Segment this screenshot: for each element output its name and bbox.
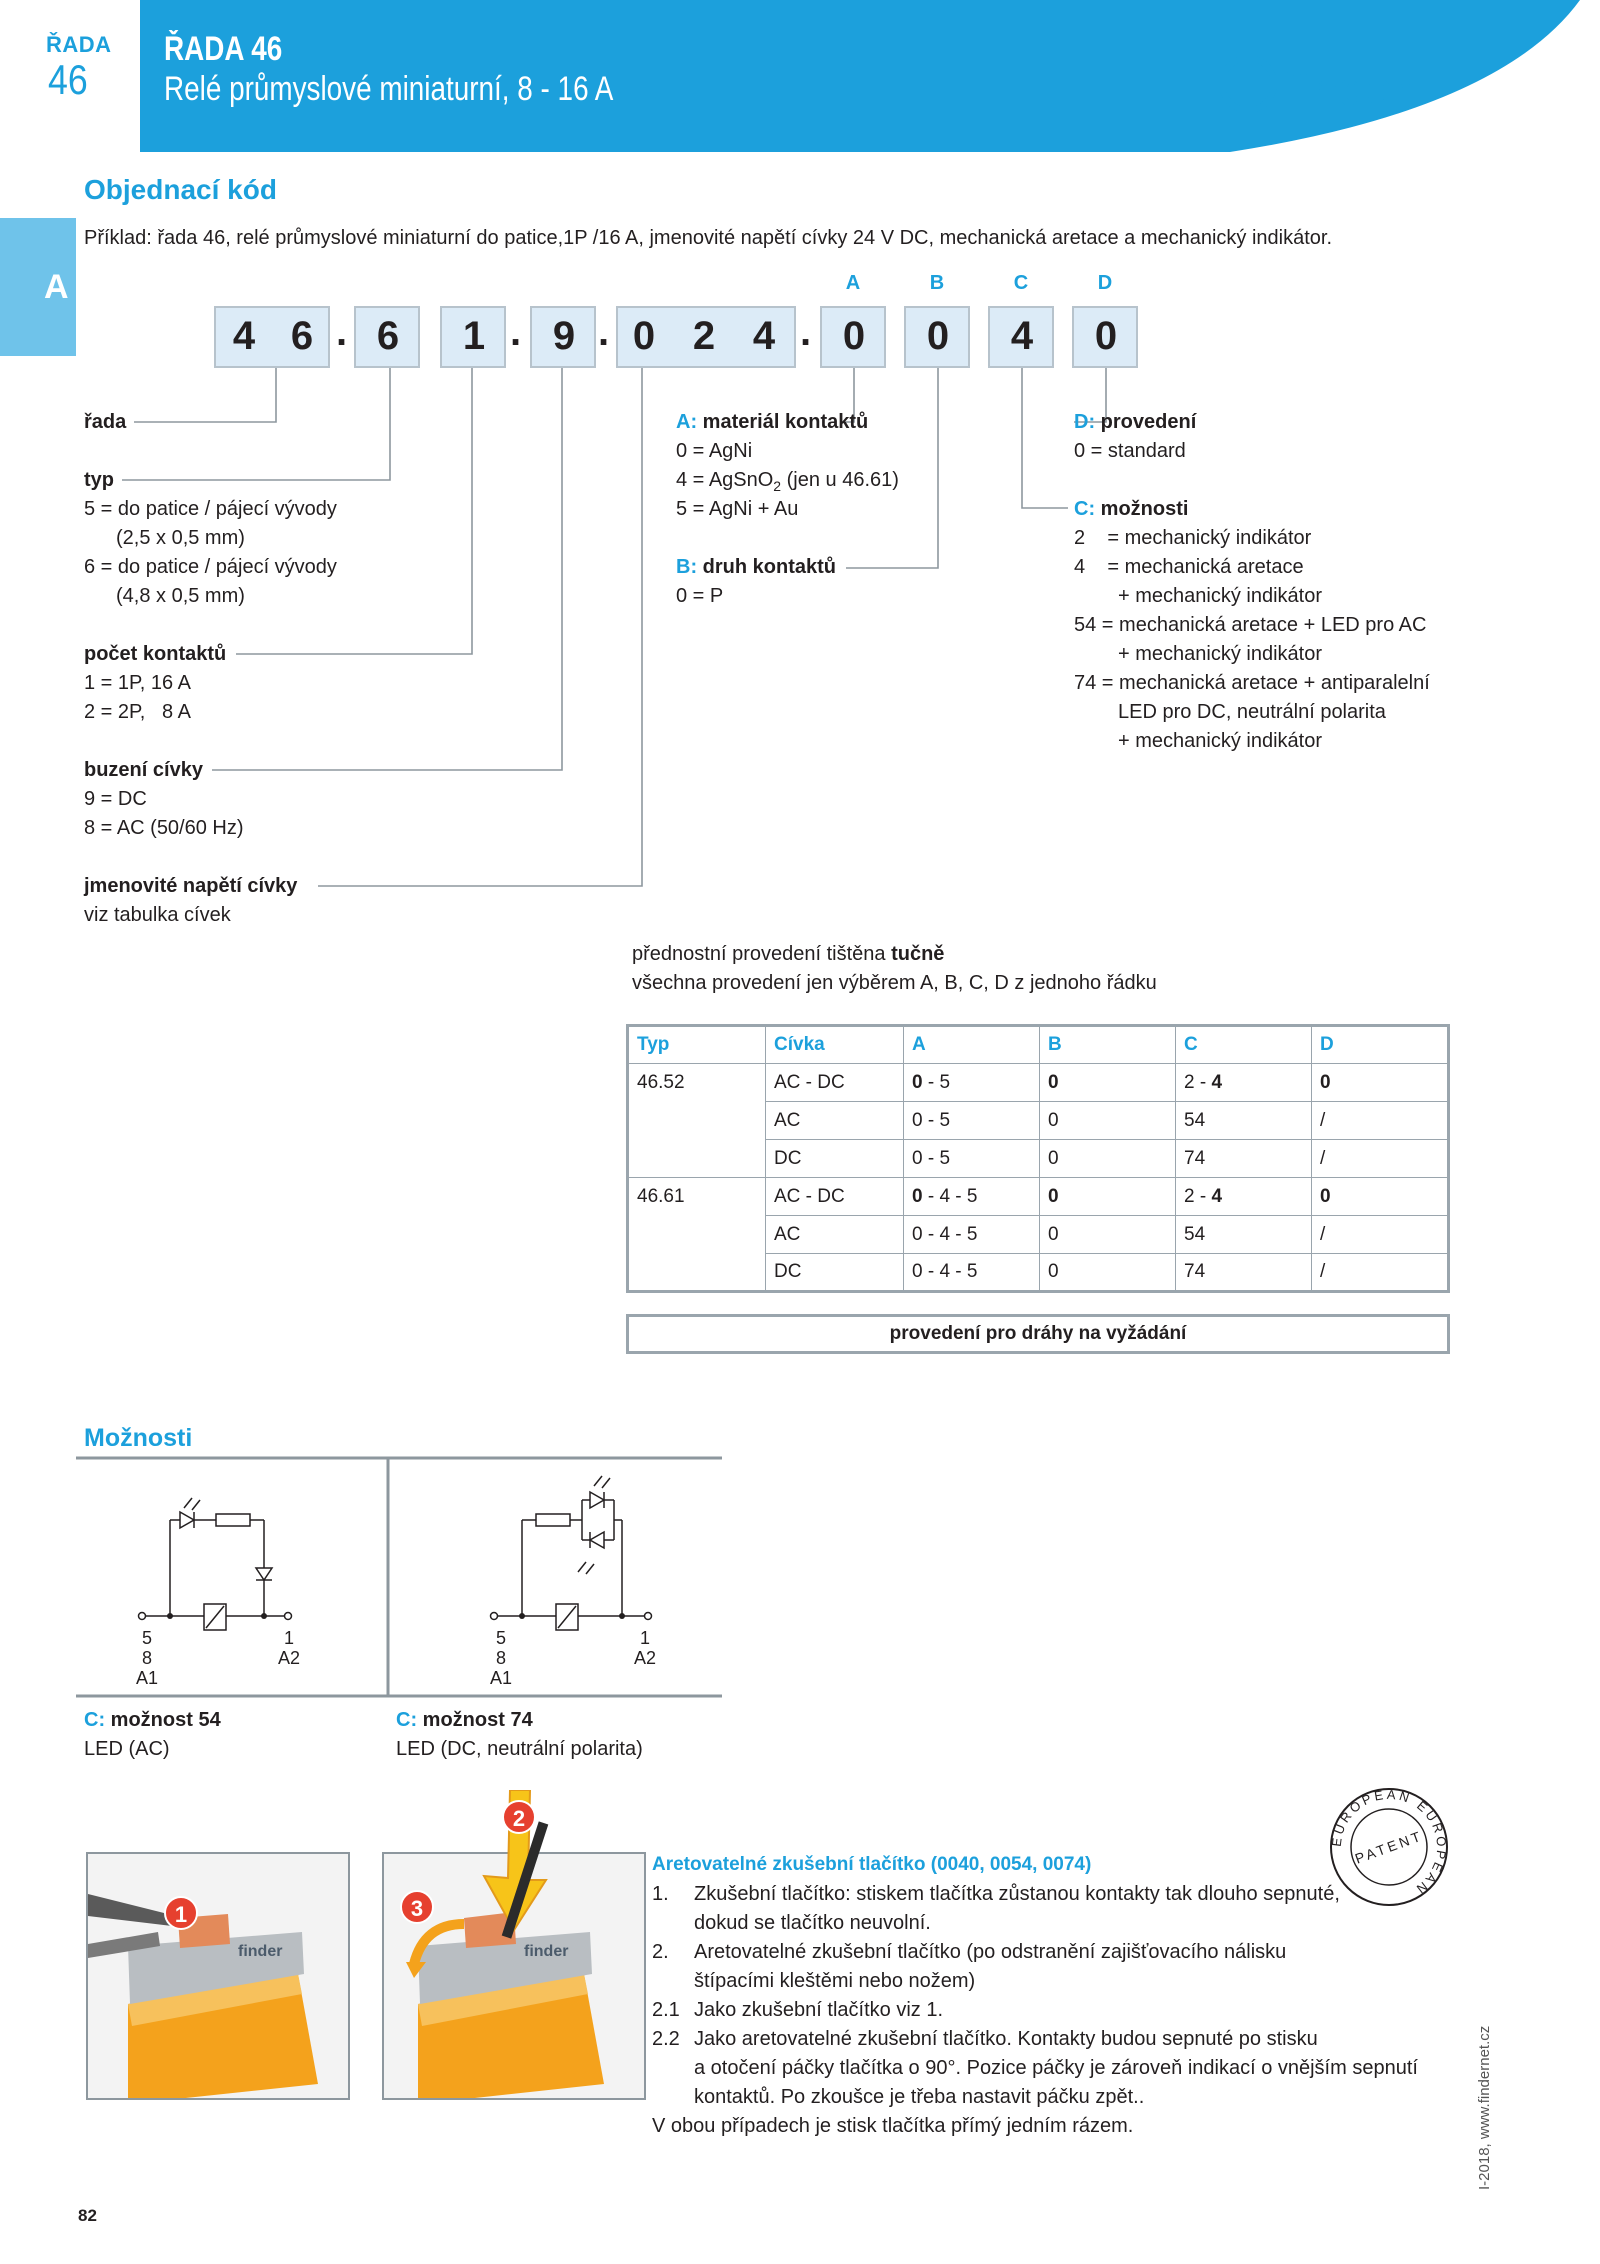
field-contacts: počet kontaktů [84,643,227,665]
svg-text:finder: finder [524,1943,569,1960]
option-74-desc: LED (DC, neutrální polarita) [396,1738,643,1760]
table-cell: / [1312,1140,1449,1178]
code-digit: 0 [632,314,656,358]
a-option: 4 = AgSnO$_2$ (jen u 46.61) [676,469,899,494]
table-cell: 0 [1040,1064,1176,1102]
preferred-note: přednostní provedení tištěna tučně [632,943,945,965]
code-digit: 0 [842,314,866,358]
c-option-cont: + mechanický indikátor [1118,730,1322,752]
voltage-note: viz tabulka cívek [84,904,231,926]
field-series: řada [84,411,127,433]
table-cell: 0 - 4 - 5 [904,1178,1040,1216]
svg-text:PATENT: PATENT [1352,1827,1426,1867]
table-cell: AC [766,1102,904,1140]
table-cell: AC - DC [766,1178,904,1216]
section-side-tab-letter: A [44,268,69,306]
table-cell: AC - DC [766,1064,904,1102]
c-option: 74 = mechanická aretace + antiparalelní [1074,672,1430,694]
pin-label-left-74: 5 8 A1 [490,1628,513,1688]
code-connector-lines [0,0,1600,920]
table-cell: 0 - 5 [904,1140,1040,1178]
code-digit: 4 [752,314,776,358]
table-cell: 0 [1040,1102,1176,1140]
coil-option: 8 = AC (50/60 Hz) [84,817,244,839]
instr-text: štípacími kleštěmi nebo nožem) [694,1970,976,1992]
field-b: B: druh kontaktů [676,556,837,578]
table-cell: DC [766,1140,904,1178]
table-cell: 54 [1176,1216,1312,1254]
code-digit: 6 [376,314,400,358]
code-digit: 6 [290,314,314,358]
pin-label-right: 1 A2 [278,1628,301,1668]
options-heading: Možnosti [84,1424,193,1452]
table-row [628,1178,1449,1216]
c-option-cont: + mechanický indikátor [1118,585,1322,607]
table-header: A [904,1026,1040,1064]
code-dot: . [336,310,348,354]
table-cell: 2 - 4 [1176,1178,1312,1216]
code-letter-c: C [1013,272,1029,294]
finder-logo-text: finder [1282,63,1410,116]
instr-closing: V obou případech je stisk tlačítka přímý jedním rázem. [652,2115,1134,2137]
c-option: 4 = mechanická aretace [1074,556,1304,578]
table-row [628,1064,1449,1102]
table-header: Cívka [766,1026,904,1064]
type-option: 5 = do patice / pájecí vývody [84,498,337,520]
field-voltage: jmenovité napětí cívky [84,875,298,897]
table-cell: 0 - 5 [904,1102,1040,1140]
variants-table [626,1024,1450,1293]
b-option: 0 = P [676,585,724,607]
field-c: C: možnosti [1074,498,1189,520]
code-letter-d: D [1097,272,1113,294]
a-option: 0 = AgNi [676,440,753,462]
table-cell: 0 - 4 - 5 [904,1216,1040,1254]
svg-text:EUROPEAN EUROPEAN: EUROPEAN EUROPEAN [1328,1786,1450,1899]
relay-photo-1-illustration [88,1854,350,2100]
selection-note: všechna provedení jen výběrem A, B, C, D z jednoho řádku [632,972,1157,994]
railway-note-box: provedení pro dráhy na vyžádání [626,1314,1450,1354]
code-digit: 2 [692,314,716,358]
table-header: C [1176,1026,1312,1064]
option-54-title: C: možnost 54 [84,1709,221,1731]
instr-text: dokud se tlačítko neuvolní. [694,1912,931,1934]
relay-photo-1 [86,1852,350,2100]
ordering-heading: Objednací kód [84,174,277,205]
type-option-dim: (2,5 x 0,5 mm) [116,527,245,549]
table-cell: 74 [1176,1254,1312,1292]
page-subtitle: Relé průmyslové miniaturní, 8 - 16 A [164,70,614,108]
table-cell: 0 [1312,1064,1449,1102]
code-letter-b: B [929,272,945,294]
table-header-row [628,1026,1449,1064]
c-option: 2 = mechanický indikátor [1074,527,1312,549]
code-digit: 4 [1010,314,1034,358]
option-74-title: C: možnost 74 [396,1709,533,1731]
table-cell-type: 46.61 [628,1178,766,1292]
code-digit: 9 [552,314,576,358]
c-option-cont: LED pro DC, neutrální polarita [1118,701,1386,723]
instr-text: Jako aretovatelné zkušební tlačítko. Kontakty budou sepnuté po stisku [694,2028,1318,2050]
table-cell: AC [766,1216,904,1254]
page-number: 82 [78,2206,97,2225]
instr-num: 2.2 [652,2028,680,2050]
series-tab-label: ŘADA [46,32,112,57]
pin-label-left: 5 8 A1 [136,1628,159,1688]
field-d: D: provedení [1074,411,1197,433]
table-cell-type: 46.52 [628,1064,766,1178]
field-coil: buzení cívky [84,759,203,781]
step-badge-2: 2 [502,1800,536,1834]
instr-text: Jako zkušební tlačítko viz 1. [694,1999,944,2021]
instr-text: Zkušební tlačítko: stiskem tlačítka zůstanou kontakty tak dlouho sepnuté, [694,1883,1340,1905]
type-option-dim: (4,8 x 0,5 mm) [116,585,245,607]
a-option: 5 = AgNi + Au [676,498,799,520]
table-cell: 0 - 4 - 5 [904,1254,1040,1292]
test-button-heading: Aretovatelné zkušební tlačítko (0040, 0054, 0074) [652,1854,1092,1875]
table-header: Typ [628,1026,766,1064]
field-a: A: materiál kontaktů [676,411,869,433]
d-option: 0 = standard [1074,440,1186,462]
contacts-option: 1 = 1P, 16 A [84,672,191,694]
code-digit: 0 [1094,314,1118,358]
instr-num: 2. [652,1941,669,1963]
instr-text: kontaktů. Po zkoušce je třeba nastavit páčku zpět.. [694,2086,1145,2108]
c-option: 54 = mechanická aretace + LED pro AC [1074,614,1427,636]
table-cell: 2 - 4 [1176,1064,1312,1102]
table-header: B [1040,1026,1176,1064]
ordering-example: Příklad: řada 46, relé průmyslové miniaturní do patice,1P /16 A, jmenovité napětí cívky 24 V DC, mechanická aretace a mechanický indikátor. [84,227,1333,249]
table-cell: 0 [1040,1140,1176,1178]
coil-option: 9 = DC [84,788,147,810]
code-dot: . [510,310,522,354]
table-cell: 0 - 5 [904,1064,1040,1102]
page-title: ŘADA 46 [164,30,283,68]
table-cell: / [1312,1216,1449,1254]
table-cell: 74 [1176,1140,1312,1178]
table-cell: 0 [1040,1178,1176,1216]
instr-num: 1. [652,1883,669,1905]
step-badge-1: 1 [164,1896,198,1930]
field-type: typ [84,469,114,491]
code-dot: . [598,310,610,354]
code-digit: 1 [462,314,486,358]
c-option-cont: + mechanický indikátor [1118,643,1322,665]
table-cell: / [1312,1254,1449,1292]
series-tab-number: 46 [48,56,88,103]
code-dot: . [800,310,812,354]
code-digit: 0 [926,314,950,358]
code-digit: 4 [232,314,256,358]
step-badge-3: 3 [400,1890,434,1924]
table-cell: DC [766,1254,904,1292]
type-option: 6 = do patice / pájecí vývody [84,556,337,578]
table-cell: 0 [1040,1254,1176,1292]
option-54-desc: LED (AC) [84,1738,170,1760]
svg-text:finder: finder [238,1943,283,1960]
table-header: D [1312,1026,1449,1064]
european-patent-seal [1326,1784,1452,1910]
table-cell: / [1312,1102,1449,1140]
pin-label-right-74: 1 A2 [634,1628,657,1668]
instr-text: a otočení páčky tlačítka o 90°. Pozice páčky je zároveň indikací o vnějším sepnutí [694,2057,1418,2079]
table-cell: 0 [1312,1178,1449,1216]
instr-num: 2.1 [652,1999,680,2021]
footer-side-note: I-2018, www.findernet.cz [1476,2025,1493,2190]
table-cell: 0 [1040,1216,1176,1254]
code-letter-a: A [845,272,861,294]
instr-text: Aretovatelné zkušební tlačítko (po odstranění zajišťovacího nálisku [694,1941,1287,1963]
table-cell: 54 [1176,1102,1312,1140]
contacts-option: 2 = 2P, 8 A [84,701,191,723]
